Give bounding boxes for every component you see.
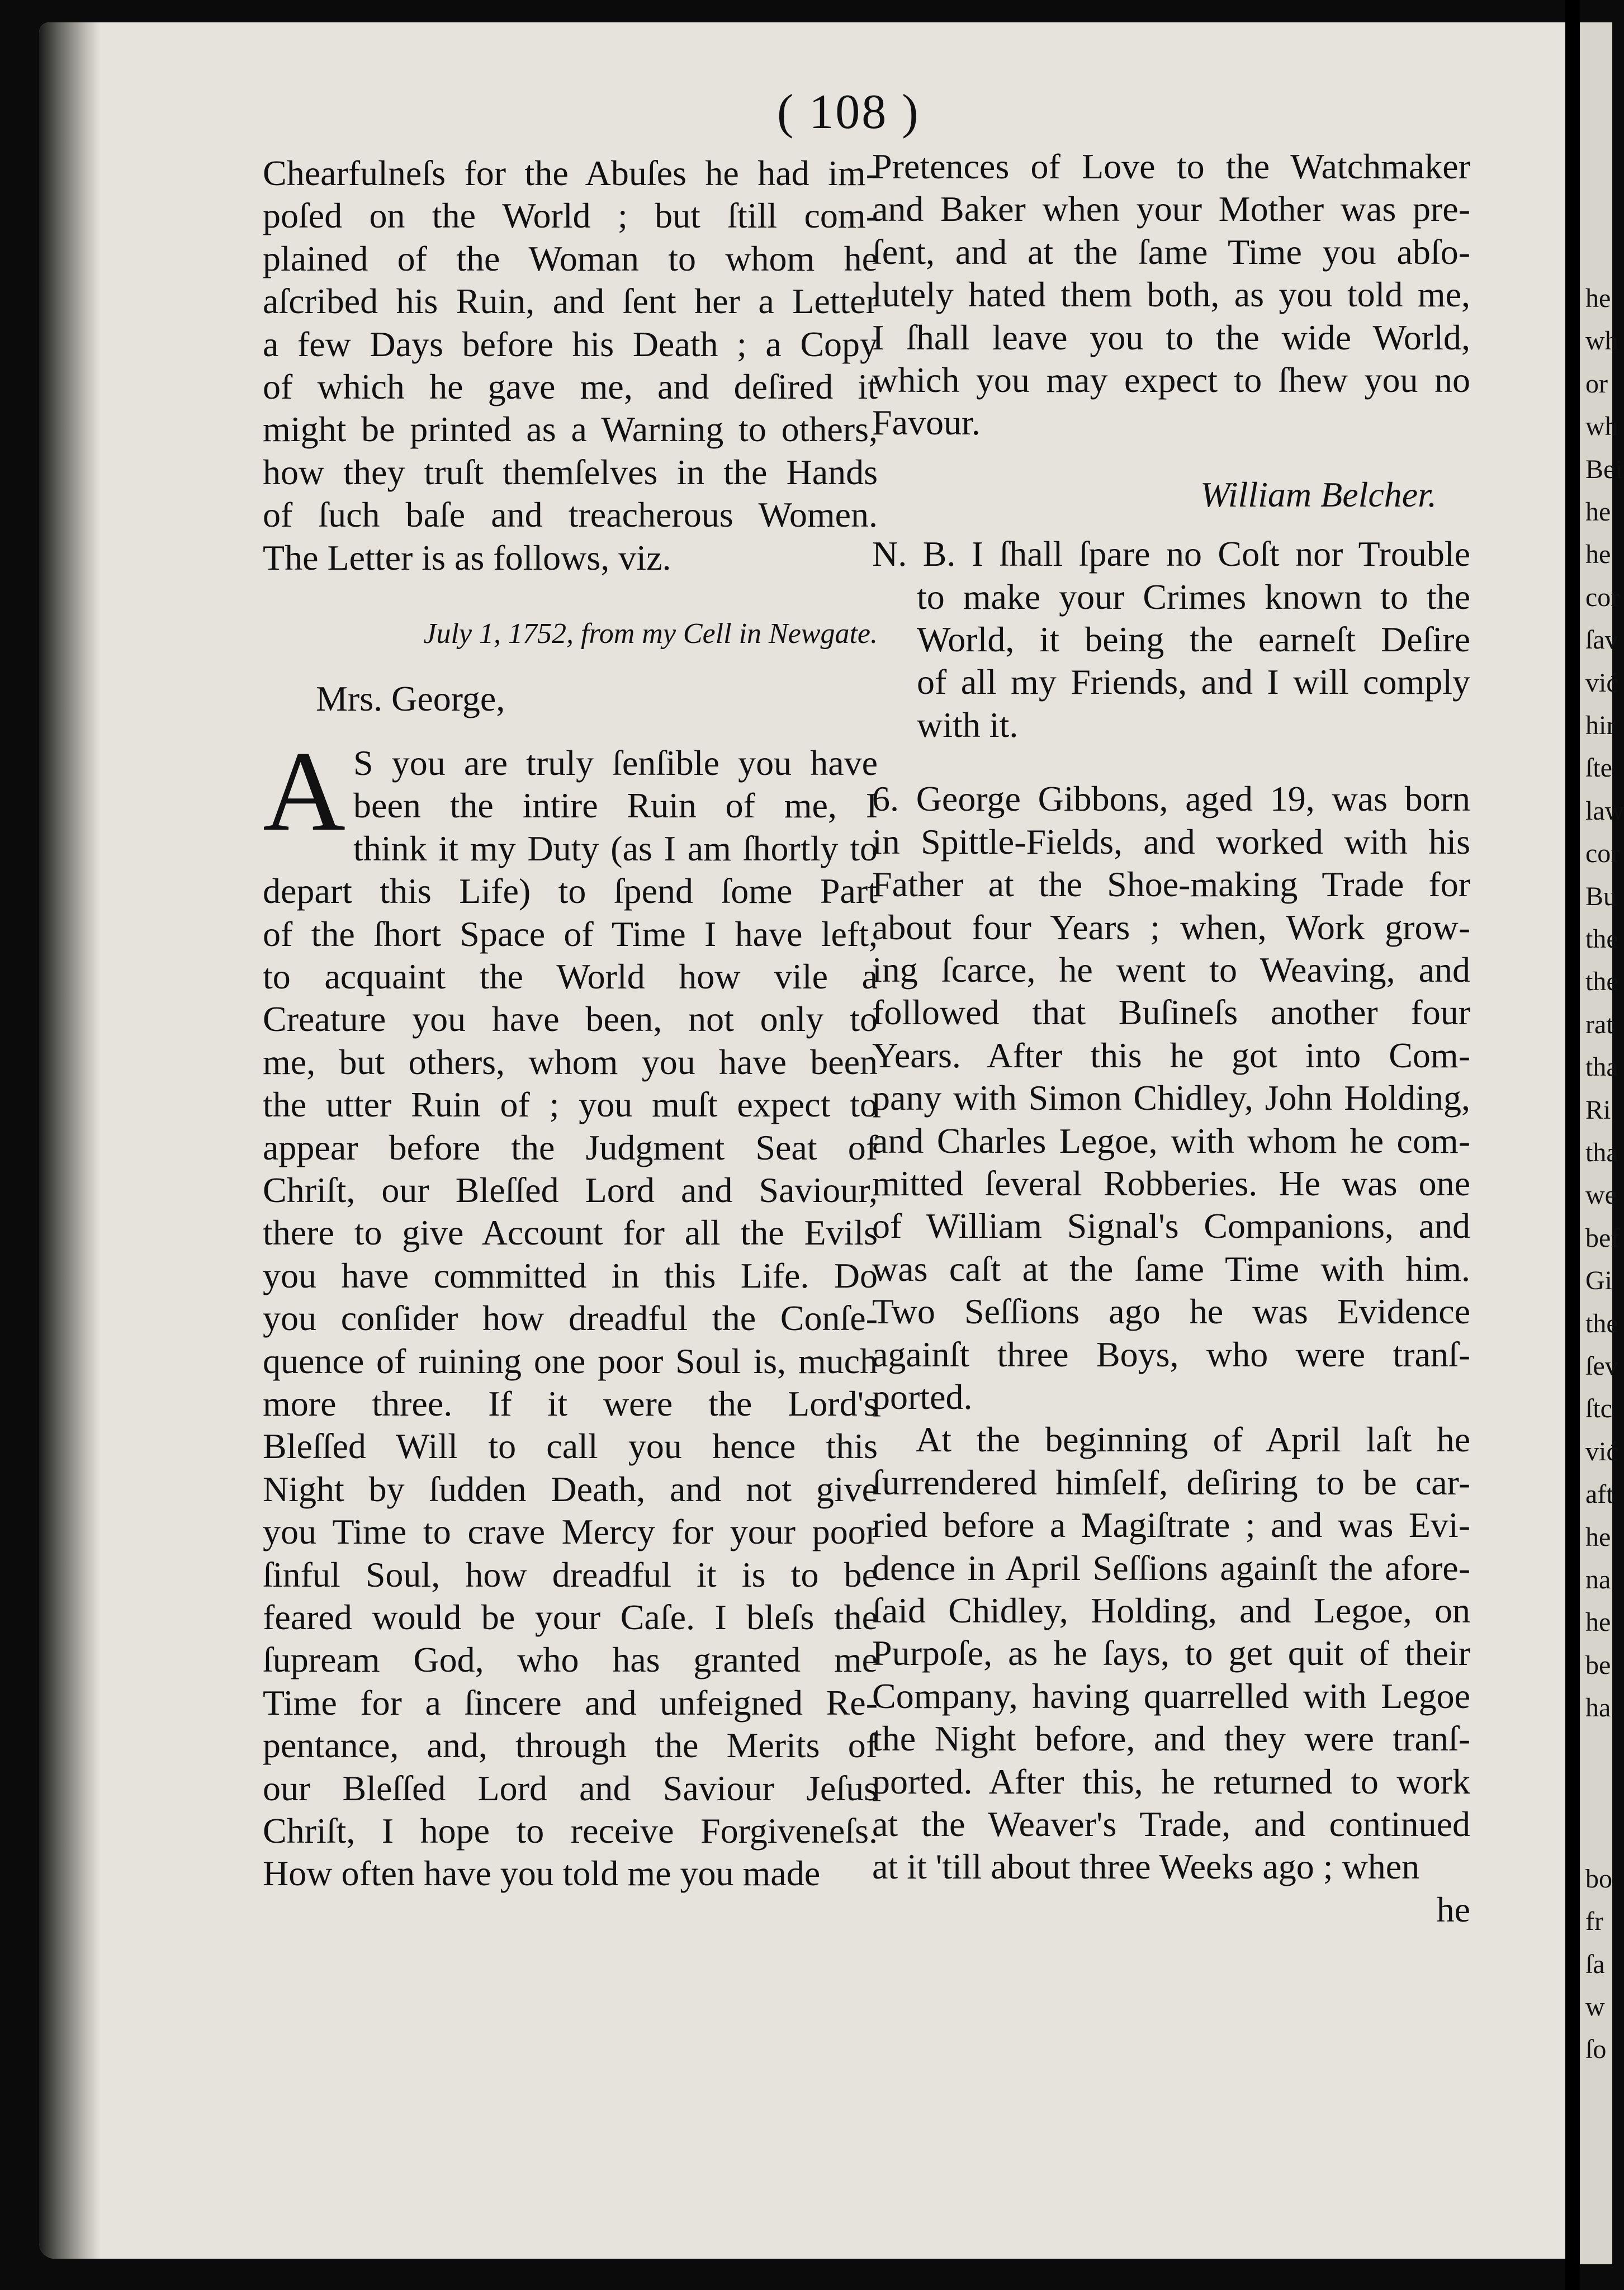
text-line: S you are truly ſenſible you have	[353, 742, 878, 783]
next-page-fragment: vić	[1585, 1436, 1618, 1466]
text-line: dence in April Seſſions againſt the afore-	[872, 1548, 1470, 1588]
text-line: Time for a ſincere and unfeigned Re-	[263, 1682, 878, 1723]
text-line: was caſt at the ſame Time with him.	[872, 1248, 1470, 1289]
text-line: 6. George Gibbons, aged 19, was born	[872, 779, 1470, 819]
section-gap	[872, 746, 1470, 778]
text-line: Years. After this he got into Com-	[872, 1035, 1470, 1075]
text-line: aſcribed his Ruin, and ſent her a Letter	[263, 281, 878, 321]
text-line: I ſhall leave you to the wide World,	[872, 317, 1470, 357]
text-line: Company, having quarrelled with Legoe	[872, 1676, 1470, 1716]
text-line: to make your Crimes known to the	[917, 576, 1470, 617]
text-line: which you may expect to ſhew you no	[872, 360, 1470, 400]
text-line: followed that Buſineſs another four	[872, 992, 1470, 1033]
nota-bene-paragraph	[872, 533, 1470, 746]
text-line: quence of ruining one poor Soul is, much	[263, 1341, 878, 1381]
text-line: The Letter is as follows, viz.	[263, 537, 671, 578]
text-line: you Time to crave Mercy for your poor	[263, 1512, 878, 1552]
catchword: he	[1436, 1889, 1470, 1929]
adjacent-page-edge	[1580, 22, 1624, 2264]
next-page-fragment: tha	[1585, 1138, 1618, 1167]
next-page-fragment: the	[1585, 967, 1618, 997]
text-line: How often have you told me you made	[263, 1853, 821, 1894]
text-line: Chearfulneſs for the Abuſes he had im-	[263, 153, 878, 193]
text-line: Pretences of Love to the Watchmaker	[872, 146, 1470, 186]
text-line: ſurrendered himſelf, deſiring to be car-	[872, 1462, 1470, 1502]
next-page-fragment: Ri	[1585, 1095, 1611, 1125]
text-line: ſupream God, who has granted me	[263, 1640, 878, 1680]
text-line: depart this Life) to ſpend ſome Part	[263, 871, 878, 911]
next-page-fragment: vić	[1585, 668, 1618, 698]
next-page-fragment: Bu	[1585, 881, 1617, 911]
text-line: the utter Ruin of ; you muſt expect to	[263, 1085, 878, 1125]
next-page-fragment: ha	[1585, 1693, 1611, 1723]
entry-george-gibbons	[872, 778, 1470, 1418]
text-line: the Night before, and they were tranſ-	[872, 1719, 1470, 1759]
next-page-fragment: hir	[1585, 711, 1616, 740]
text-line: might be printed as a Warning to others,	[263, 409, 878, 450]
text-line: Chriſt, I hope to receive Forgiveneſs.	[263, 1811, 878, 1851]
letter-date: July 1, 1752, from my Cell in Newgate.	[423, 618, 878, 650]
next-page-fragment: Bei	[1585, 454, 1623, 484]
text-line: plained of the Woman to whom he	[263, 238, 878, 278]
text-line: you have committed in this Life. Do	[263, 1255, 878, 1295]
text-line: and Charles Legoe, with whom he com-	[872, 1120, 1470, 1161]
next-page-fragment: cor	[1585, 839, 1620, 869]
text-line: more three. If it were the Lord's	[263, 1383, 878, 1423]
text-line: poſed on the World ; but ſtill com-	[263, 196, 878, 236]
signature: William Belcher.	[1200, 474, 1437, 514]
text-line: N. B. I ſhall ſpare no Coſt nor Trouble	[872, 534, 1470, 574]
next-page-fragment: w	[1585, 1992, 1605, 2022]
right-column	[872, 145, 1470, 1931]
text-line: you conſider how dreadful the Conſe-	[263, 1298, 878, 1338]
text-line: ing ſcarce, he went to Weaving, and	[872, 949, 1470, 990]
text-line: our Bleſſed Lord and Saviour Jeſus	[263, 1768, 878, 1808]
text-line: of ſuch baſe and treacherous Women.	[263, 495, 878, 535]
text-line: feared would be your Caſe. I bleſs the	[263, 1597, 878, 1637]
intro-paragraph	[263, 152, 878, 579]
text-line: of all my Friends, and I will comply	[917, 662, 1470, 702]
text-line: lutely hated them both, as you told me,	[872, 275, 1470, 315]
next-page-fragment: na	[1585, 1565, 1611, 1595]
text-line: Night by ſudden Death, and not give	[263, 1469, 878, 1509]
text-line: to acquaint the World how vile a	[263, 956, 878, 996]
book-spine	[1565, 0, 1580, 2290]
next-page-fragment: he	[1585, 497, 1611, 527]
next-page-fragment: Gi	[1585, 1266, 1612, 1296]
text-line: me, but others, whom you have been	[263, 1042, 878, 1082]
next-page-fragment: tha	[1585, 1052, 1618, 1082]
text-line: Creature you have been, not only to	[263, 999, 878, 1039]
letter-body	[263, 727, 878, 1895]
next-page-fragment: we	[1585, 1180, 1617, 1210]
text-line: Favour.	[872, 403, 981, 443]
next-page-fragment: rat	[1585, 1009, 1614, 1039]
next-page-fragment: wh	[1585, 326, 1618, 356]
next-page-fragment: ſte	[1585, 753, 1612, 783]
next-page-fragment: ſtc	[1585, 1394, 1612, 1424]
text-line: appear before the Judgment Seat of	[263, 1127, 878, 1167]
text-line: think it my Duty (as I am ſhortly to	[353, 828, 878, 868]
text-line: ſaid Chidley, Holding, and Legoe, on	[872, 1591, 1470, 1630]
text-line: ried before a Magiſtrate ; and was Evi-	[872, 1505, 1470, 1545]
next-page-fragment: fr	[1585, 1906, 1603, 1937]
text-line: mitted ſeveral Robberies. He was one	[872, 1163, 1470, 1203]
text-line: how they truſt themſelves in the Hands	[263, 452, 878, 492]
next-page-fragment: wh	[1585, 411, 1618, 442]
next-page-fragment: ſev	[1585, 1351, 1618, 1381]
text-line: in Spittle-Fields, and worked with his	[872, 821, 1470, 862]
text-line: pany with Simon Chidley, John Holding,	[872, 1078, 1470, 1118]
next-page-fragment: he	[1585, 1607, 1611, 1638]
text-line: ported.	[872, 1376, 973, 1417]
text-line: Father at the Shoe-making Trade for	[872, 864, 1470, 905]
next-page-fragment: the	[1585, 1308, 1618, 1338]
text-line: At the beginning of April laſt he	[916, 1420, 1470, 1460]
next-page-fragment: or	[1585, 368, 1608, 399]
text-line: there to give Account for all the Evils	[263, 1213, 878, 1253]
gutter-shadow	[39, 22, 101, 2259]
next-page-fragment: ſo	[1585, 2034, 1607, 2065]
text-line: againſt three Boys, who were tranſ-	[872, 1334, 1470, 1374]
next-page-fragment: bef	[1585, 1223, 1620, 1253]
text-line: at the Weaver's Trade, and continued	[872, 1804, 1470, 1844]
text-line: of the ſhort Space of Time I have left,	[263, 914, 878, 954]
next-page-fragment: cor	[1585, 582, 1620, 612]
next-page-fragment: he	[1585, 283, 1611, 313]
next-page-fragment: bo	[1585, 1863, 1612, 1894]
text-line: World, it being the earneſt Deſire	[917, 619, 1470, 660]
text-line: of William Signal's Companions, and	[872, 1206, 1470, 1246]
text-line: ported. After this, he returned to work	[872, 1761, 1470, 1801]
text-line: been the intire Ruin of me, I	[353, 786, 878, 826]
next-page-fragment: the	[1585, 924, 1618, 954]
text-line: Chriſt, our Bleſſed Lord and Saviour,	[263, 1170, 878, 1210]
text-line: Bleſſed Will to call you hence this	[263, 1426, 878, 1466]
page-number: ( 108 )	[777, 85, 920, 139]
letter-text	[263, 727, 878, 1895]
left-column	[263, 152, 878, 1895]
letter-continuation	[872, 145, 1470, 444]
next-page-fragment: he	[1585, 540, 1611, 570]
next-page-fragment: he	[1585, 1522, 1611, 1552]
next-page-fragment: ſa	[1585, 1949, 1605, 1979]
text-line: a few Days before his Death ; a Copy	[263, 324, 878, 364]
text-line: Two Seſſions ago he was Evidence	[872, 1291, 1470, 1332]
text-line: with it.	[917, 704, 1019, 745]
drop-cap: A	[263, 727, 346, 855]
text-line: about four Years ; when, Work grow-	[872, 907, 1470, 947]
next-page-fragment: law	[1585, 796, 1624, 826]
entry-paragraph	[872, 1418, 1470, 1888]
text-line: pentance, and, through the Merits of	[263, 1725, 878, 1766]
next-page-fragment: ſav	[1585, 625, 1618, 655]
text-line: and Baker when your Mother was pre-	[872, 189, 1470, 229]
text-line: ſinful Soul, how dreadful it is to be	[263, 1554, 878, 1595]
next-page-fragment: aft	[1585, 1479, 1614, 1510]
text-line: Purpoſe, as he ſays, to get quit of their	[872, 1633, 1470, 1673]
text-line: at it 'till about three Weeks ago ; when	[872, 1847, 1420, 1887]
next-page-fragment: be	[1585, 1650, 1611, 1680]
text-line: ſent, and at the ſame Time you abſo-	[872, 231, 1470, 272]
letter-salutation: Mrs. George,	[316, 679, 505, 719]
text-line: of which he gave me, and deſired it	[263, 367, 878, 407]
